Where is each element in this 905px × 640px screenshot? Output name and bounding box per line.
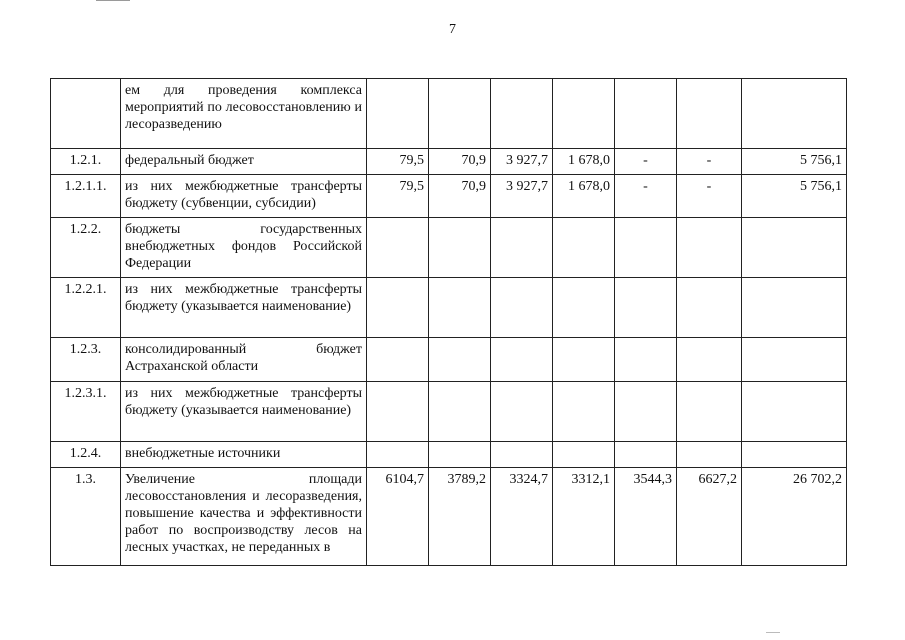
table-row xyxy=(51,382,847,442)
value-cell-year-5: - xyxy=(615,175,677,218)
value-cell-year-2 xyxy=(429,79,491,149)
total-cell xyxy=(742,442,847,468)
row-name: консолидированный бюджет Астраханской области xyxy=(121,338,367,382)
value-cell-year-5: 3544,3 xyxy=(615,468,677,566)
row-name: из них межбюджетные трансферты бюджету (субвенции, субсидии) xyxy=(121,175,367,218)
value-cell-year-3: 3324,7 xyxy=(491,468,553,566)
value-cell-year-1 xyxy=(367,338,429,382)
table-row xyxy=(51,218,847,278)
total-cell xyxy=(742,338,847,382)
row-number: 1.2.3. xyxy=(51,338,121,382)
value-cell-year-2: 70,9 xyxy=(429,175,491,218)
table-body xyxy=(51,79,847,566)
value-cell-year-6 xyxy=(677,338,742,382)
total-cell xyxy=(742,79,847,149)
row-name: внебюджетные источники xyxy=(121,442,367,468)
value-cell-year-4 xyxy=(553,382,615,442)
value-cell-year-1 xyxy=(367,218,429,278)
table-row xyxy=(51,149,847,175)
value-cell-year-5 xyxy=(615,218,677,278)
value-cell-year-1 xyxy=(367,79,429,149)
row-number: 1.2.3.1. xyxy=(51,382,121,442)
value-cell-year-2: 70,9 xyxy=(429,149,491,175)
total-cell xyxy=(742,278,847,338)
value-cell-year-6: 6627,2 xyxy=(677,468,742,566)
value-cell-year-4 xyxy=(553,338,615,382)
value-cell-year-1 xyxy=(367,442,429,468)
value-cell-year-3: 3 927,7 xyxy=(491,175,553,218)
value-cell-year-2 xyxy=(429,338,491,382)
page-number: 7 xyxy=(449,22,456,37)
budget-table xyxy=(50,78,847,566)
value-cell-year-2: 3789,2 xyxy=(429,468,491,566)
value-cell-year-4 xyxy=(553,442,615,468)
value-cell-year-5: - xyxy=(615,149,677,175)
value-cell-year-1 xyxy=(367,382,429,442)
value-cell-year-5 xyxy=(615,338,677,382)
value-cell-year-3 xyxy=(491,218,553,278)
value-cell-year-2 xyxy=(429,218,491,278)
row-name: из них межбюджетные трансферты бюджету (указывается наименование) xyxy=(121,382,367,442)
table-row xyxy=(51,468,847,566)
row-name: федеральный бюджет xyxy=(121,149,367,175)
value-cell-year-5 xyxy=(615,382,677,442)
row-number: 1.2.2. xyxy=(51,218,121,278)
value-cell-year-5 xyxy=(615,278,677,338)
value-cell-year-4: 3312,1 xyxy=(553,468,615,566)
total-cell: 5 756,1 xyxy=(742,175,847,218)
total-cell: 5 756,1 xyxy=(742,149,847,175)
total-cell xyxy=(742,218,847,278)
value-cell-year-5 xyxy=(615,442,677,468)
value-cell-year-6 xyxy=(677,382,742,442)
table-row xyxy=(51,338,847,382)
row-name: бюджеты государственных внебюджетных фондов Российской Федерации xyxy=(121,218,367,278)
value-cell-year-4: 1 678,0 xyxy=(553,149,615,175)
table-row xyxy=(51,442,847,468)
row-name: Увеличение площади лесовосстановления и лесоразведения, повышение качества и эффективности работ по воспроизводству лесов на лесных участках, не переданных в xyxy=(121,468,367,566)
value-cell-year-3 xyxy=(491,442,553,468)
value-cell-year-6 xyxy=(677,218,742,278)
row-number: 1.2.2.1. xyxy=(51,278,121,338)
table-row xyxy=(51,79,847,149)
value-cell-year-5 xyxy=(615,79,677,149)
table-row xyxy=(51,278,847,338)
row-name: из них межбюджетные трансферты бюджету (указывается наименование) xyxy=(121,278,367,338)
value-cell-year-3 xyxy=(491,278,553,338)
value-cell-year-3 xyxy=(491,382,553,442)
row-number xyxy=(51,79,121,149)
value-cell-year-4: 1 678,0 xyxy=(553,175,615,218)
value-cell-year-3: 3 927,7 xyxy=(491,149,553,175)
row-number: 1.2.1.1. xyxy=(51,175,121,218)
value-cell-year-6: - xyxy=(677,175,742,218)
value-cell-year-3 xyxy=(491,79,553,149)
value-cell-year-3 xyxy=(491,338,553,382)
value-cell-year-6 xyxy=(677,442,742,468)
value-cell-year-2 xyxy=(429,442,491,468)
table-row xyxy=(51,175,847,218)
value-cell-year-6 xyxy=(677,278,742,338)
row-number: 1.2.1. xyxy=(51,149,121,175)
row-number: 1.2.4. xyxy=(51,442,121,468)
value-cell-year-4 xyxy=(553,79,615,149)
total-cell: 26 702,2 xyxy=(742,468,847,566)
value-cell-year-1: 79,5 xyxy=(367,149,429,175)
value-cell-year-6: - xyxy=(677,149,742,175)
row-name: ем для проведения комплекса мероприятий по лесовосстановлению и лесоразведению xyxy=(121,79,367,149)
scan-mark-top xyxy=(96,0,130,1)
value-cell-year-6 xyxy=(677,79,742,149)
value-cell-year-2 xyxy=(429,382,491,442)
value-cell-year-4 xyxy=(553,218,615,278)
total-cell xyxy=(742,382,847,442)
scan-mark-bottom xyxy=(766,632,780,633)
value-cell-year-1 xyxy=(367,278,429,338)
row-number: 1.3. xyxy=(51,468,121,566)
value-cell-year-1: 79,5 xyxy=(367,175,429,218)
value-cell-year-4 xyxy=(553,278,615,338)
value-cell-year-2 xyxy=(429,278,491,338)
value-cell-year-1: 6104,7 xyxy=(367,468,429,566)
